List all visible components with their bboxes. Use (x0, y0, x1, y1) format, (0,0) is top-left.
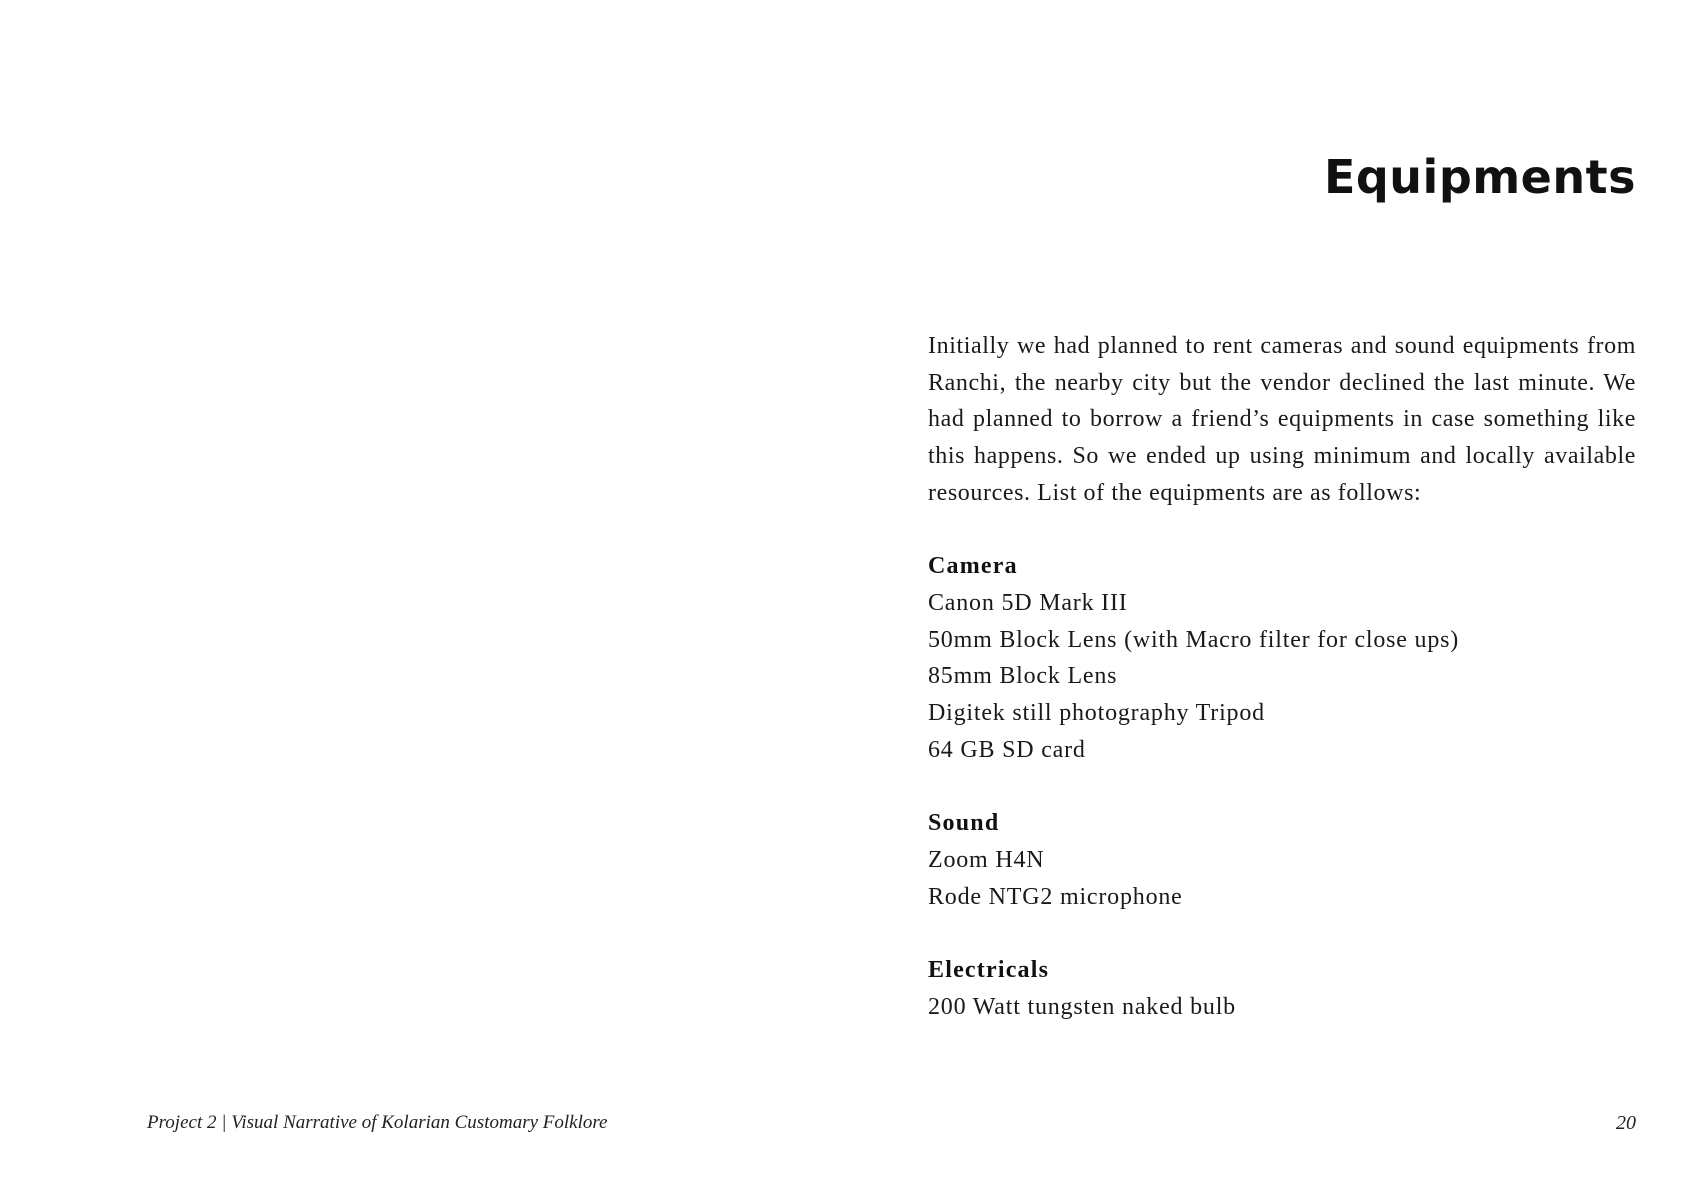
section-electricals (928, 952, 1636, 1025)
section-camera (928, 548, 1636, 768)
section-sound (928, 805, 1636, 915)
footer-caption: Project 2 | Visual Narrative of Kolarian Customary Folklore (147, 1112, 608, 1133)
list-item: 50mm Block Lens (with Macro filter for close ups) (928, 626, 1460, 653)
list-item: 85mm Block Lens (928, 663, 1118, 690)
body-content (928, 328, 1636, 1025)
list-item: Rode NTG2 microphone (928, 883, 1183, 910)
page-number: 20 (1616, 1112, 1636, 1134)
equipment-list (928, 842, 1636, 915)
section-heading: Sound (928, 810, 1000, 837)
intro-paragraph: Initially we had planned to rent cameras and sound equipments from Ranchi, the nearby city but the vendor declined the last minute. We had planned to borrow a friend’s equipments in case something like this happens. So we ended up using minimum and locally available resources. List of the equipments are as follows: (928, 333, 1636, 506)
list-item: 200 Watt tungsten naked bulb (928, 993, 1236, 1020)
equipment-list (928, 585, 1636, 769)
equipment-list (928, 989, 1636, 1026)
list-item: Zoom H4N (928, 846, 1045, 873)
list-item: 64 GB SD card (928, 736, 1086, 763)
section-heading: Electricals (928, 956, 1050, 983)
section-heading: Camera (928, 553, 1018, 580)
page-title: Equipments (1323, 150, 1636, 204)
list-item: Canon 5D Mark III (928, 589, 1128, 616)
list-item: Digitek still photography Tripod (928, 700, 1265, 727)
